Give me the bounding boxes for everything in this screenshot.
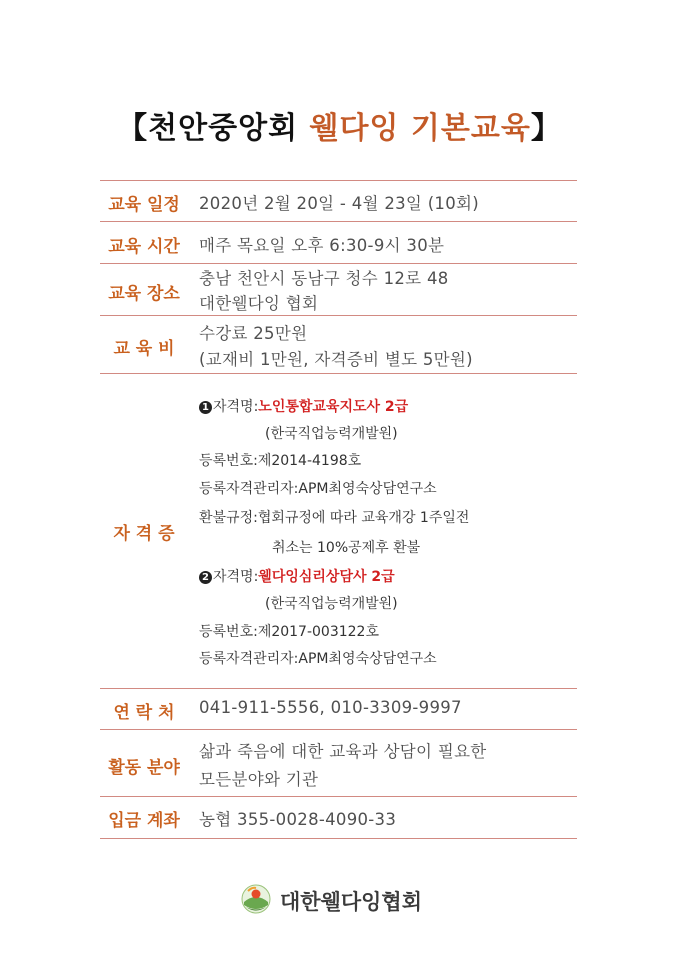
cert1-manager: 등록자격관리자:APM최영숙상담연구소 xyxy=(199,481,437,497)
cert2-prefix: 자격명: xyxy=(213,569,259,585)
place-label: 교육 장소 xyxy=(108,284,180,304)
place-line1: 충남 천안시 동남구 청수 12로 48 xyxy=(199,269,449,288)
footer-org-name: 대한웰다잉협회 xyxy=(280,890,423,914)
field-line2: 모든분야와 기관 xyxy=(199,770,319,789)
number-one-icon: 1 xyxy=(199,401,212,414)
association-logo-icon xyxy=(240,883,272,919)
divider xyxy=(100,221,577,222)
place-line2: 대한웰다잉 협회 xyxy=(199,294,319,313)
title-part3: 】 xyxy=(530,111,562,146)
time-value: 매주 목요일 오후 6:30-9시 30분 xyxy=(199,236,445,255)
title-part1: 【천안중앙회 xyxy=(117,111,310,146)
divider xyxy=(100,838,577,839)
cert1-reg: 등록번호:제2014-4198호 xyxy=(199,453,362,469)
account-label: 입금 계좌 xyxy=(108,811,180,831)
fee-label: 교 육 비 xyxy=(113,339,175,359)
field-line1: 삶과 죽음에 대한 교육과 상담이 필요한 xyxy=(199,742,487,761)
cert2-name: 웰다잉심리상담사 2급 xyxy=(258,569,395,585)
time-label: 교육 시간 xyxy=(108,237,180,257)
cert2-title xyxy=(199,566,395,586)
refund-line1: 환불규정:협회규정에 따라 교육개강 1주일전 xyxy=(199,510,470,526)
divider xyxy=(100,180,577,181)
fee-line1: 수강료 25만원 xyxy=(199,324,308,343)
divider xyxy=(100,315,577,316)
schedule-label: 교육 일정 xyxy=(108,195,180,215)
divider xyxy=(100,688,577,689)
schedule-value: 2020년 2월 20일 - 4월 23일 (10회) xyxy=(199,194,480,213)
cert1-title xyxy=(199,396,408,416)
cert1-org: (한국직업능력개발원) xyxy=(265,426,398,442)
account-value: 농협 355-0028-4090-33 xyxy=(199,810,397,829)
fee-line2: (교재비 1만원, 자격증비 별도 5만원) xyxy=(199,350,473,369)
cert2-manager: 등록자격관리자:APM최영숙상담연구소 xyxy=(199,651,437,667)
contact-label: 연 락 처 xyxy=(113,703,175,723)
cert-label: 자 격 증 xyxy=(113,524,175,544)
divider xyxy=(100,729,577,730)
field-label: 활동 분야 xyxy=(108,758,180,778)
cert2-reg: 등록번호:제2017-003122호 xyxy=(199,624,379,640)
footer-logo xyxy=(240,884,422,918)
refund-line2: 취소는 10%공제후 환불 xyxy=(272,540,421,556)
cert1-prefix: 자격명: xyxy=(213,399,259,415)
divider xyxy=(100,263,577,264)
divider xyxy=(100,373,577,374)
title-highlight: 웰다잉 기본교육 xyxy=(309,111,531,146)
page-title xyxy=(0,103,679,147)
divider xyxy=(100,796,577,797)
contact-value: 041-911-5556, 010-3309-9997 xyxy=(199,698,462,717)
cert1-name: 노인통합교육지도사 2급 xyxy=(258,399,409,415)
number-two-icon: 2 xyxy=(199,571,212,584)
cert2-org: (한국직업능력개발원) xyxy=(265,596,398,612)
